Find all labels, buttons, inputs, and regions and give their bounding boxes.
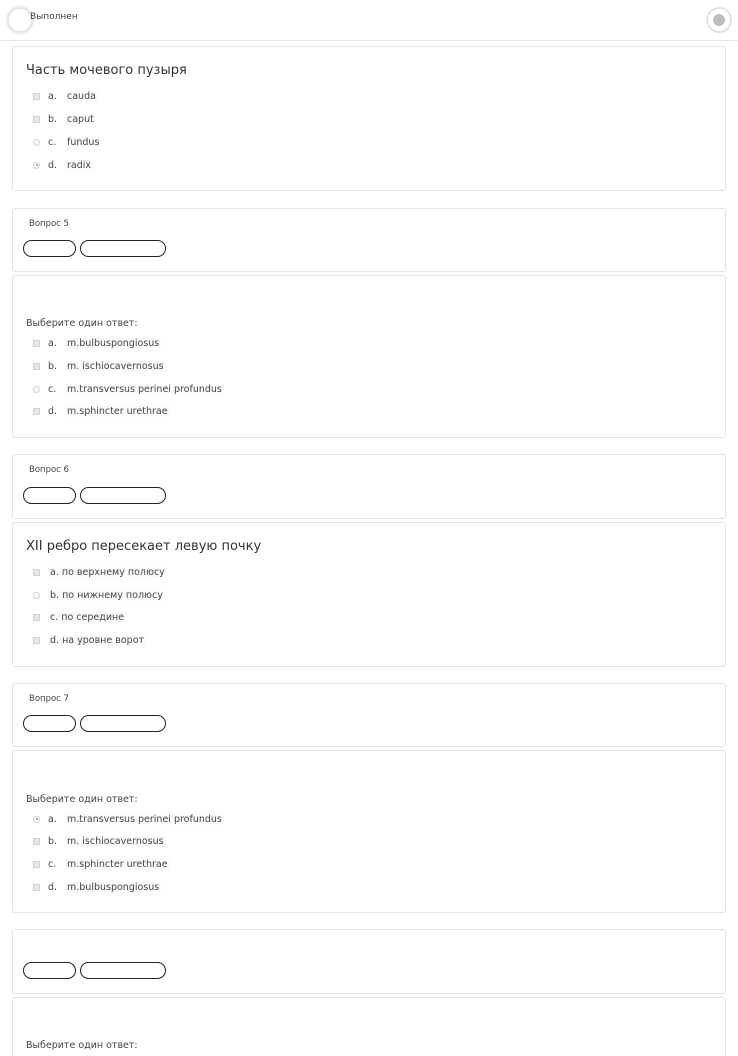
option-text: radix xyxy=(67,159,92,171)
option-c[interactable] xyxy=(33,610,126,624)
option-text: fundus xyxy=(67,136,100,148)
edit-question-button[interactable] xyxy=(80,487,166,504)
question-4-content xyxy=(12,46,726,191)
question-8-info xyxy=(12,929,726,994)
option-text: m.bulbuspongiosus xyxy=(67,881,160,893)
option-c[interactable]: c. m.transversus perinei profundus xyxy=(33,382,224,396)
option-text: m.transversus perinei profundus xyxy=(67,813,222,825)
option-text: m.transversus perinei profundus xyxy=(67,383,222,395)
checkbox-icon[interactable] xyxy=(33,569,40,576)
record-icon[interactable] xyxy=(706,7,732,33)
radio-selected-icon[interactable] xyxy=(33,816,40,823)
option-text: m.sphincter urethrae xyxy=(67,858,168,870)
edit-question-button[interactable] xyxy=(80,962,166,979)
question-7-content xyxy=(12,750,726,913)
question-7-info xyxy=(12,683,726,747)
option-a[interactable] xyxy=(33,565,167,579)
question-5-content xyxy=(12,275,726,438)
question-5-info xyxy=(12,208,726,272)
question-6-info xyxy=(12,454,726,519)
checkbox-icon[interactable] xyxy=(33,861,40,868)
radio-icon[interactable] xyxy=(33,139,40,146)
flag-button[interactable] xyxy=(23,962,76,979)
option-a[interactable]: a. cauda xyxy=(33,89,98,103)
option-d[interactable]: d. m.bulbuspongiosus xyxy=(33,880,161,894)
option-d[interactable] xyxy=(33,633,146,647)
checkbox-icon[interactable] xyxy=(33,838,40,845)
option-text: a. по верхнему полюсу xyxy=(50,566,165,578)
option-c[interactable]: c. m.sphincter urethrae xyxy=(33,857,170,871)
header-bar xyxy=(0,0,738,41)
option-a[interactable]: a. m.transversus perinei profundus xyxy=(33,812,224,826)
option-d[interactable]: d. m.sphincter urethrae xyxy=(33,404,170,418)
checkbox-icon[interactable] xyxy=(33,363,40,370)
checkbox-icon[interactable] xyxy=(33,884,40,891)
checkbox-icon[interactable] xyxy=(33,340,40,347)
option-text: m.bulbuspongiosus xyxy=(67,337,160,349)
option-text: b. по нижнему полюсу xyxy=(50,589,163,601)
option-c[interactable]: c. fundus xyxy=(33,135,101,149)
option-text: d. на уровне ворот xyxy=(50,634,145,646)
checkbox-icon[interactable] xyxy=(33,408,40,415)
answer-prompt: Выберите один ответ: xyxy=(26,794,138,805)
option-d[interactable]: d. radix xyxy=(33,158,93,172)
option-text: c. по середине xyxy=(50,611,125,623)
option-text: m. ischiocavernosus xyxy=(67,360,164,372)
checkbox-icon[interactable] xyxy=(33,116,40,123)
option-a[interactable]: a. m.bulbuspongiosus xyxy=(33,336,161,350)
radio-selected-icon[interactable] xyxy=(33,162,40,169)
checkbox-icon[interactable] xyxy=(33,637,40,644)
question-6-content xyxy=(12,522,726,667)
question-text: XII ребро пересекает левую почку xyxy=(26,539,262,554)
option-text: cauda xyxy=(67,90,96,102)
edit-question-button[interactable] xyxy=(80,240,166,257)
question-8-content xyxy=(12,997,726,1056)
option-text: m. ischiocavernosus xyxy=(67,835,164,847)
option-b[interactable]: b. caput xyxy=(33,112,96,126)
question-text: Часть мочевого пузыря xyxy=(26,63,187,78)
radio-icon[interactable] xyxy=(33,386,40,393)
edit-question-button[interactable] xyxy=(80,715,166,732)
flag-button[interactable] xyxy=(23,240,76,257)
checkbox-icon[interactable] xyxy=(33,614,40,621)
checkbox-icon[interactable] xyxy=(33,93,40,100)
option-b[interactable]: b. m. ischiocavernosus xyxy=(33,834,166,848)
flag-button[interactable] xyxy=(23,715,76,732)
question-number: Вопрос 7 xyxy=(29,694,69,704)
question-number: Вопрос 5 xyxy=(29,219,69,229)
option-b[interactable]: b. m. ischiocavernosus xyxy=(33,359,166,373)
option-text: caput xyxy=(67,113,94,125)
attempt-status: Выполнен xyxy=(30,12,78,22)
radio-icon[interactable] xyxy=(33,592,40,599)
option-b[interactable] xyxy=(33,588,165,602)
option-text: m.sphincter urethrae xyxy=(67,405,168,417)
question-number: Вопрос 6 xyxy=(29,465,69,475)
flag-button[interactable] xyxy=(23,487,76,504)
answer-prompt: Выберите один ответ: xyxy=(26,1040,138,1051)
answer-prompt: Выберите один ответ: xyxy=(26,318,138,329)
